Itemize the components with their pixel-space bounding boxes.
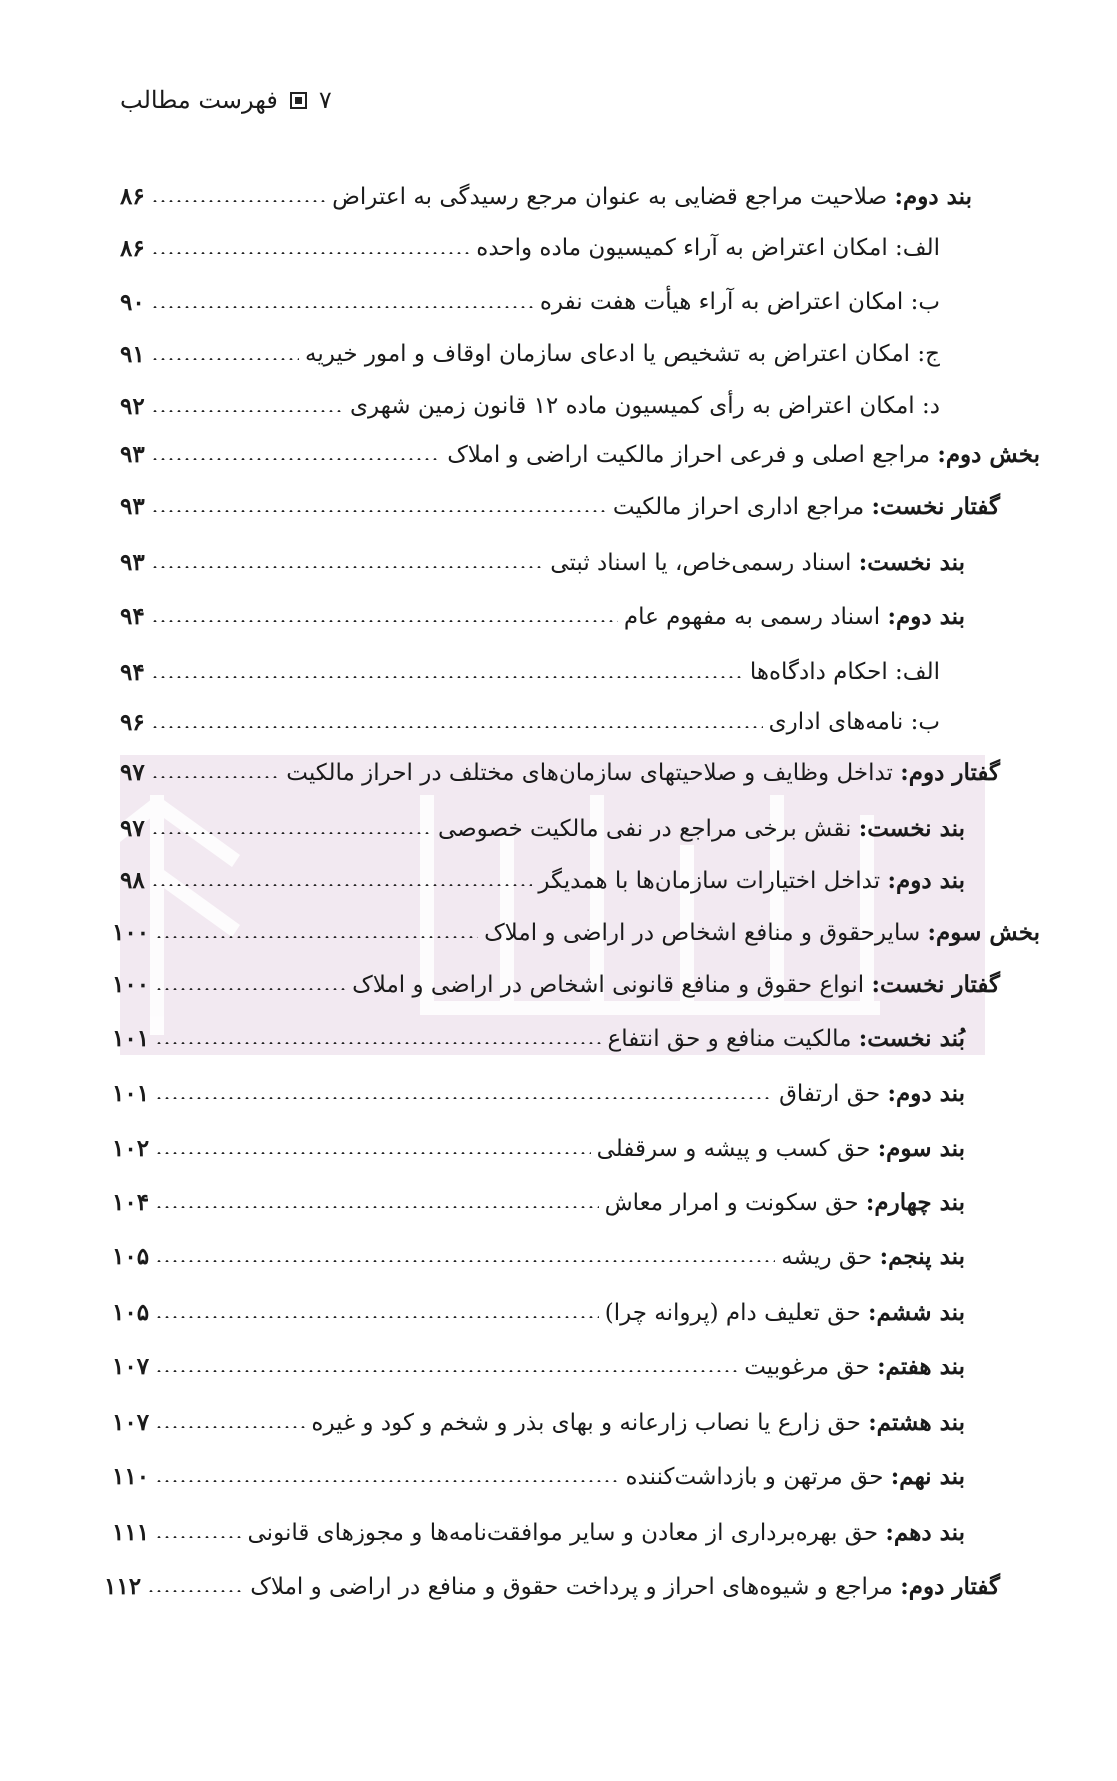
dot-leader <box>155 1206 599 1208</box>
dot-leader <box>155 936 478 938</box>
toc-entry-text <box>250 1573 1000 1600</box>
toc-entry[interactable] <box>112 1512 965 1552</box>
toc-page-number: ۱۰۵ <box>112 1242 150 1270</box>
toc-entry-text <box>350 393 940 419</box>
toc-entry[interactable] <box>112 1292 965 1332</box>
dot-leader <box>151 358 299 360</box>
dot-leader <box>151 566 545 568</box>
toc-entry-title: امکان اعتراض به آراء هیأت هفت نفره <box>539 289 911 315</box>
toc-entry[interactable] <box>112 1236 965 1276</box>
dot-leader <box>151 726 763 728</box>
toc-page-number: ۸۶ <box>120 182 145 210</box>
dot-leader <box>151 410 344 412</box>
toc-page-number: ۱۰۱ <box>112 1079 150 1107</box>
dot-leader <box>155 1152 591 1154</box>
toc-entry[interactable] <box>120 542 965 582</box>
toc-entry-title: حق بهره‌برداری از معادن و سایر موافقت‌نامه‌ها و مجوزهای قانونی <box>247 1519 886 1546</box>
toc-entry-text <box>248 1519 965 1546</box>
toc-entry-text <box>332 183 972 210</box>
toc-entry-text <box>550 549 965 576</box>
toc-entry-label: بند نهم: <box>890 1462 965 1490</box>
toc-entry-label: گفتار دوم: <box>900 758 1000 786</box>
toc-entry-title: حق کسب و پیشه و سرقفلی <box>596 1135 878 1162</box>
toc-page-number: ۱۰۵ <box>112 1298 150 1326</box>
toc-entry-label: بند دوم: <box>887 866 965 894</box>
dot-leader <box>155 1316 599 1318</box>
toc-entry-title: تداخل وظایف و صلاحیتهای سازمان‌های مختلف در احراز مالکیت <box>286 759 901 786</box>
toc-entry-text <box>613 493 1000 520</box>
toc-entry-text <box>744 1353 965 1380</box>
toc-entry-label: گفتار نخست: <box>871 492 1000 520</box>
toc-entry-title: تداخل اختیارات سازمان‌ها با همدیگر <box>538 867 888 894</box>
dot-leader <box>151 252 471 254</box>
dot-leader <box>155 1426 305 1428</box>
toc-entry-text <box>438 815 965 842</box>
toc-page-number: ۹۰ <box>120 288 145 316</box>
toc-entry[interactable] <box>112 1073 965 1113</box>
toc-page-number: ۱۱۱ <box>112 1518 150 1546</box>
toc-entry-text <box>538 867 965 894</box>
toc-page-number: ۸۶ <box>120 234 145 262</box>
toc-entry-text <box>447 441 1040 468</box>
toc-entry-label: ج: <box>917 341 940 367</box>
toc-page-number: ۹۱ <box>120 340 145 368</box>
toc-entry-text <box>781 1243 965 1270</box>
toc-entry-label: گفتار دوم: <box>900 1572 1000 1600</box>
toc-entry-text <box>779 1080 965 1107</box>
toc-entry[interactable] <box>112 964 1000 1004</box>
toc-entry-title: حق زارع یا نصاب زارعانه و بهای بذر و شخم و کود و غیره <box>311 1409 869 1436</box>
toc-entry[interactable] <box>112 912 1040 952</box>
toc-entry[interactable] <box>120 434 1040 474</box>
toc-entry-label: بند دوم: <box>887 602 965 630</box>
toc-page-number: ۹۴ <box>120 602 145 630</box>
dot-leader <box>151 200 326 202</box>
toc-entry-text <box>540 289 940 315</box>
toc-page-number: ۱۱۲ <box>104 1572 142 1600</box>
toc-entry-label: بند هفتم: <box>877 1352 965 1380</box>
toc-page-number: ۹۴ <box>120 658 145 686</box>
toc-entry-title: امکان اعتراض به تشخیص یا ادعای سازمان اوقاف و امور خیریه <box>304 341 918 367</box>
toc-entry-text <box>605 1189 965 1216</box>
dot-leader <box>147 1590 244 1592</box>
toc-entry-text <box>750 659 940 685</box>
toc-page-number: ۹۸ <box>120 866 145 894</box>
toc-entry[interactable] <box>120 176 972 216</box>
toc-entry[interactable] <box>120 752 1000 792</box>
toc-entry-text <box>484 919 1040 946</box>
toc-entry-text <box>608 1025 966 1052</box>
toc-entry-label: بند چهارم: <box>865 1188 965 1216</box>
toc-entry-text <box>476 235 940 261</box>
toc-entry-label: بُند نخست: <box>858 1024 965 1052</box>
toc-page-number: ۹۷ <box>120 758 145 786</box>
dot-leader <box>155 1536 241 1538</box>
header-page-number: ۷ <box>318 86 332 114</box>
toc-entry-label: بند پنجم: <box>879 1242 965 1270</box>
toc-entry[interactable] <box>120 282 940 322</box>
dot-leader <box>155 1370 738 1372</box>
toc-entry-label: الف: <box>895 235 940 261</box>
toc-entry-label: بخش سوم: <box>927 918 1040 946</box>
toc-entry[interactable] <box>104 1566 1000 1606</box>
toc-entry-title: حق مرتهن و بازداشت‌کننده <box>625 1463 891 1490</box>
toc-entry-title: اسناد رسمی به مفهوم عام <box>623 603 888 630</box>
toc-entry-label: د: <box>922 393 940 419</box>
toc-entry-label: بند نخست: <box>858 814 965 842</box>
dot-leader <box>155 1097 773 1099</box>
toc-entry[interactable] <box>112 1182 965 1222</box>
dot-leader <box>155 988 346 990</box>
toc-entry-title: مراجع اصلی و فرعی احراز مالکیت اراضی و املاک <box>447 441 938 468</box>
toc-page-number: ۹۲ <box>120 392 145 420</box>
toc-entry-title: صلاحیت مراجع قضایی به عنوان مرجع رسیدگی به اعتراض <box>332 183 895 210</box>
toc-entry[interactable] <box>112 1128 965 1168</box>
toc-entry-label: بند سوم: <box>877 1134 965 1162</box>
toc-entry-title: انواع حقوق و منافع قانونی اشخاص در اراضی و املاک <box>352 971 872 998</box>
toc-entry-label: گفتار نخست: <box>871 970 1000 998</box>
toc-page-number: ۱۰۷ <box>112 1352 150 1380</box>
toc-entry-label: الف: <box>895 659 940 685</box>
toc-entry[interactable] <box>120 228 940 268</box>
toc-entry[interactable] <box>120 596 965 636</box>
dot-leader <box>151 676 744 678</box>
toc-page-number: ۹۷ <box>120 814 145 842</box>
toc-entry-label: بند دوم: <box>887 1079 965 1107</box>
toc-entry-title: امکان اعتراض به رأی کمیسیون ماده ۱۲ قانون زمین شهری <box>350 393 922 419</box>
toc-entry-label: ب: <box>910 289 940 315</box>
toc-page-number: ۹۳ <box>120 440 145 468</box>
toc-page-number: ۱۰۲ <box>112 1134 150 1162</box>
toc-page-number: ۱۰۱ <box>112 1024 150 1052</box>
toc-entry[interactable] <box>112 1346 965 1386</box>
toc-entry-title: حق تعلیف دام (پروانه چرا) <box>604 1299 868 1326</box>
header-title: فهرست مطالب <box>120 86 278 114</box>
toc-entry-label: بند نخست: <box>858 548 965 576</box>
toc-entry[interactable] <box>120 702 940 742</box>
toc-entry-text <box>626 1463 965 1490</box>
toc-entry-label: بند ششم: <box>867 1298 965 1326</box>
toc-entry-text <box>605 1299 965 1326</box>
dot-leader <box>151 832 432 834</box>
toc-entry-text <box>286 759 1000 786</box>
toc-page-number: ۹۳ <box>120 492 145 520</box>
dot-leader <box>155 1260 775 1262</box>
toc-entry-title: نقش برخی مراجع در نفی مالکیت خصوصی <box>437 815 859 842</box>
dot-leader <box>151 884 533 886</box>
toc-entry-title: حق ریشه <box>781 1243 880 1270</box>
toc-entry[interactable] <box>112 1456 965 1496</box>
toc-entry-text <box>305 341 940 367</box>
toc-entry-label: ب: <box>910 709 940 735</box>
toc-entry-title: اسناد رسمی‌خاص، یا اسناد ثبتی <box>550 549 859 576</box>
toc-page-number: ۱۰۴ <box>112 1188 150 1216</box>
toc-entry-title: مراجع اداری احراز مالکیت <box>612 493 872 520</box>
toc-entry-label: بخش دوم: <box>937 440 1040 468</box>
toc-entry-text <box>769 709 940 735</box>
toc-entry[interactable] <box>120 652 940 692</box>
toc-entry-title: حق مرغوبیت <box>744 1353 878 1380</box>
toc-entry[interactable] <box>120 860 965 900</box>
toc-entry[interactable] <box>120 486 1000 526</box>
toc-entry[interactable] <box>120 334 940 374</box>
dot-leader <box>151 306 534 308</box>
toc-entry-text <box>624 603 965 630</box>
toc-entry[interactable] <box>120 386 940 426</box>
toc-page-number: ۱۰۰ <box>112 918 150 946</box>
toc-entry-title: حق ارتفاق <box>779 1080 888 1107</box>
toc-entry[interactable] <box>120 808 965 848</box>
dot-leader <box>151 776 281 778</box>
toc-page-number: ۱۰۰ <box>112 970 150 998</box>
toc-entry-text <box>597 1135 965 1162</box>
toc-page-number: ۱۰۷ <box>112 1408 150 1436</box>
toc-entry-text <box>352 971 1000 998</box>
toc-entry-label: بند دهم: <box>885 1518 965 1546</box>
toc-entry[interactable] <box>112 1402 965 1442</box>
toc-entry-title: حق سکونت و امرار معاش <box>604 1189 866 1216</box>
dot-leader <box>151 458 441 460</box>
toc-entry-text <box>311 1409 965 1436</box>
toc-entry-title: امکان اعتراض به آراء کمیسیون ماده واحده <box>476 235 896 261</box>
toc-page-number: ۹۶ <box>120 708 145 736</box>
toc-entry-title: نامه‌های اداری <box>768 709 911 735</box>
toc-entry-title: سایرحقوق و منافع اشخاص در اراضی و املاک <box>484 919 928 946</box>
toc-entry[interactable] <box>112 1018 965 1058</box>
dot-leader <box>151 510 607 512</box>
toc-entry-title: مراجع و شیوه‌های احراز و پرداخت حقوق و منافع در اراضی و املاک <box>250 1573 901 1600</box>
toc-entry-title: مالکیت منافع و حق انتفاع <box>607 1025 859 1052</box>
toc-entry-title: احکام دادگاه‌ها <box>749 659 896 685</box>
toc-page-number: ۱۱۰ <box>112 1462 150 1490</box>
dot-leader <box>155 1480 619 1482</box>
toc-entry-label: بند دوم: <box>894 182 972 210</box>
dot-leader <box>151 620 618 622</box>
toc-entry-label: بند هشتم: <box>868 1408 965 1436</box>
dot-leader <box>155 1042 601 1044</box>
toc-page-number: ۹۳ <box>120 548 145 576</box>
